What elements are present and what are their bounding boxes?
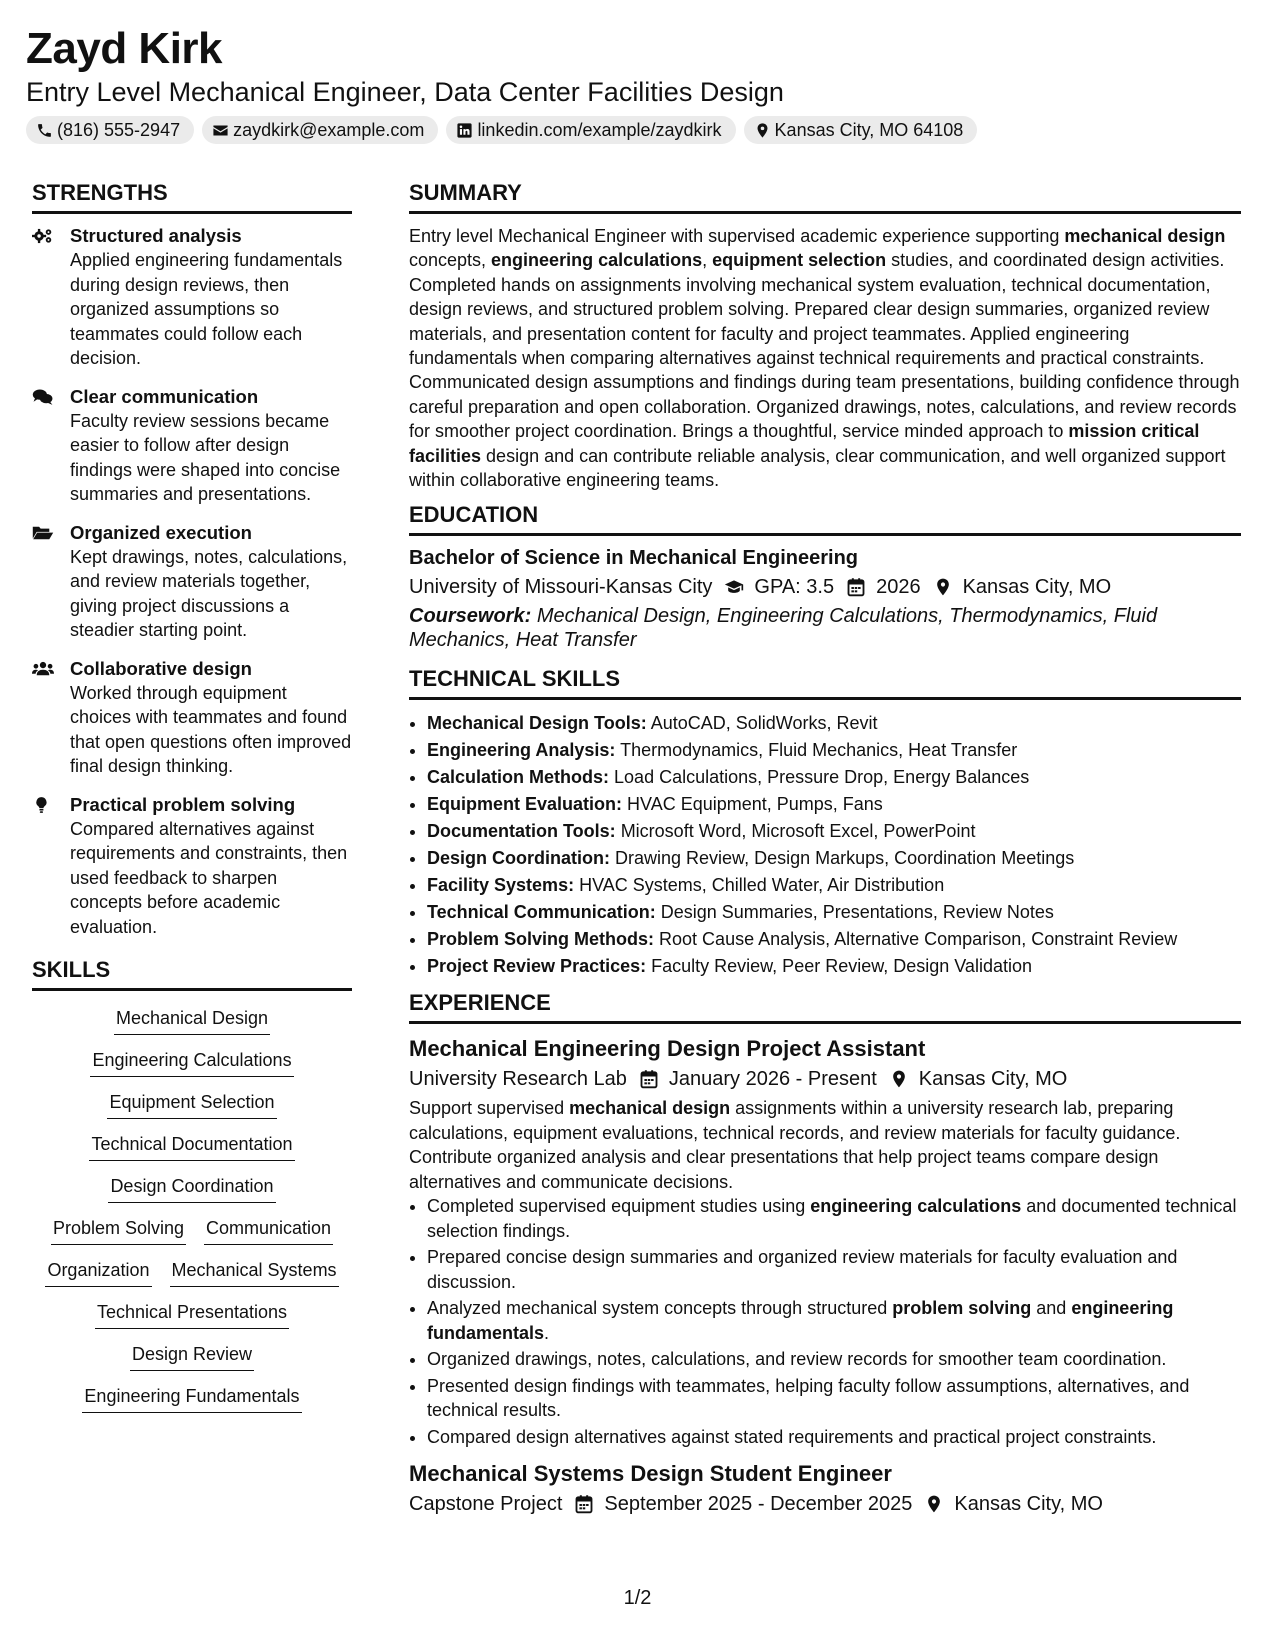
experience-list — [409, 1034, 1241, 1519]
experience-heading: EXPERIENCE — [409, 990, 1241, 1024]
job-meta — [409, 1064, 1241, 1094]
technical-skill-value: AutoCAD, SolidWorks, Revit — [650, 713, 878, 734]
phone-icon — [36, 122, 53, 139]
job-bullets — [409, 1194, 1241, 1449]
job-location: Kansas City, MO — [954, 1493, 1103, 1516]
text-segment: Compared design alternatives against stated requirements and practical project constraints. — [427, 1426, 1157, 1447]
gears-icon — [32, 224, 70, 371]
job-dates: September 2025 - December 2025 — [604, 1493, 913, 1516]
coursework-label: Coursework: — [409, 605, 532, 628]
job-entry — [409, 1034, 1241, 1449]
technical-skill-label: Equipment Evaluation: — [427, 794, 623, 815]
contact-email-text: zaydkirk@example.com — [233, 119, 425, 140]
contact-linkedin-text: linkedin.com/example/zaydkirk — [477, 119, 722, 140]
strength-item — [32, 385, 352, 507]
technical-skill-label: Problem Solving Methods: — [427, 929, 655, 950]
job-title: Mechanical Systems Design Student Engineer — [409, 1461, 892, 1487]
lightbulb-icon — [32, 793, 70, 940]
education-meta — [409, 572, 1241, 602]
skill-tag: Problem Solving — [51, 1217, 186, 1245]
text-segment: Organized drawings, notes, calculations, and review records for smoother team coordination. — [427, 1349, 1167, 1370]
emphasis-text: engineering calculations — [491, 250, 703, 271]
job-bullet — [427, 1245, 1241, 1294]
summary-text — [409, 224, 1241, 492]
emphasis-text: mechanical design — [1064, 226, 1226, 246]
skill-row — [32, 1259, 352, 1287]
job-organization: University Research Lab — [409, 1068, 627, 1091]
job-description — [409, 1096, 1241, 1194]
envelope-icon — [212, 122, 229, 139]
skill-tag: Organization — [45, 1259, 151, 1287]
job-organization: Capstone Project — [409, 1493, 563, 1516]
skill-row — [32, 1049, 352, 1077]
strengths-heading: STRENGTHS — [32, 180, 352, 214]
skill-row — [32, 1133, 352, 1161]
emphasis-text: mission critical facilities — [409, 421, 1200, 466]
calendar-icon — [627, 1069, 669, 1089]
skill-row — [32, 1091, 352, 1119]
job-bullet — [427, 1347, 1241, 1372]
job-bullet — [427, 1374, 1241, 1423]
skill-tag: Mechanical Systems — [170, 1259, 339, 1287]
emphasis-text: problem solving — [892, 1298, 1032, 1319]
folder-open-icon — [32, 521, 70, 643]
strength-item — [32, 224, 352, 371]
job-entry — [409, 1459, 1241, 1519]
strength-title: Clear communication — [70, 385, 259, 407]
technical-skill-value: Faculty Review, Peer Review, Design Validation — [651, 956, 1032, 977]
strength-title: Structured analysis — [70, 225, 242, 246]
job-bullet — [427, 1194, 1241, 1243]
skill-tag: Equipment Selection — [107, 1091, 276, 1119]
technical-skill-label: Engineering Analysis: — [427, 740, 616, 761]
text-segment: concepts, — [409, 250, 492, 271]
technical-skills-list — [409, 710, 1241, 980]
technical-skill-value: Root Cause Analysis, Alternative Comparison, Constraint Review — [659, 929, 1178, 950]
skill-tag: Design Coordination — [108, 1175, 275, 1203]
text-segment: and documented technical selection findings. — [427, 1196, 1237, 1241]
users-icon — [32, 657, 70, 779]
calendar-icon — [834, 577, 876, 597]
resume-header — [26, 22, 1256, 144]
strength-item — [32, 657, 352, 779]
summary-heading: SUMMARY — [409, 180, 1241, 214]
technical-skill-item — [427, 737, 1241, 764]
text-segment: Presented design findings with teammates, helping faculty follow assumptions, alternatives, and technical results. — [427, 1375, 1190, 1421]
skill-tag: Engineering Fundamentals — [82, 1385, 301, 1413]
emphasis-text: equipment selection — [712, 250, 887, 271]
text-segment: design and can contribute reliable analysis, clear communication, and well organized support within collaborative engineering teams. — [409, 445, 1226, 491]
technical-skill-item — [427, 791, 1241, 818]
skills-list — [32, 1001, 352, 1413]
skill-tag: Engineering Calculations — [90, 1049, 293, 1077]
emphasis-text: mechanical design — [569, 1098, 731, 1119]
contact-email[interactable] — [202, 116, 438, 144]
page-number: 1/2 — [623, 1587, 652, 1609]
technical-skill-item — [427, 710, 1241, 737]
strength-title: Collaborative design — [70, 657, 252, 679]
job-dates: January 2026 - Present — [668, 1068, 877, 1091]
emphasis-text: engineering calculations — [810, 1196, 1022, 1217]
skill-row — [32, 1385, 352, 1413]
skill-tag: Mechanical Design — [114, 1007, 270, 1035]
text-segment: assignments within a university research lab, preparing calculations, equipment evaluations, technical records, and review materials for faculty guidance. Contribute organized analysis and clear presentations that help project teams compare design alternatives and communicate decisions. — [409, 1098, 1181, 1192]
technical-skill-value: Load Calculations, Pressure Drop, Energy Balances — [614, 767, 1030, 788]
technical-skill-item — [427, 953, 1241, 980]
coursework-list: Mechanical Design, Engineering Calculations, Thermodynamics, Fluid Mechanics, Heat Transfer — [409, 605, 1158, 652]
technical-skill-label: Design Coordination: — [427, 848, 610, 869]
degree-title: Bachelor of Science in Mechanical Engineering — [409, 547, 859, 570]
strength-text: Compared alternatives against requirements and constraints, then used feedback to sharpen concepts before academic evaluation. — [70, 818, 348, 937]
text-segment: , — [702, 250, 713, 271]
map-pin-icon — [754, 122, 771, 139]
graduation-cap-icon — [712, 577, 754, 597]
map-pin-icon — [877, 1069, 919, 1089]
skill-row — [32, 1007, 352, 1035]
strength-title: Practical problem solving — [70, 793, 296, 815]
text-segment: and — [1031, 1298, 1072, 1319]
technical-skill-value: HVAC Systems, Chilled Water, Air Distribution — [579, 875, 945, 896]
technical-skill-label: Documentation Tools: — [427, 821, 616, 842]
technical-skill-item — [427, 926, 1241, 953]
text-segment: studies, and coordinated design activities. Completed hands on assignments involving mechanical system evaluation, technical documentation, design reviews, and structured problem solving. Prepared clear design summaries, organized review materials, and presentation content for faculty and project teammates. Applied engineering fundamentals when comparing alternatives against technical requirements and practical constraints. Communicated design assumptions and findings during team presentations, building confidence through careful preparation and open collaboration. Organized drawings, notes, calculations, and review records for smoother project coordination. Brings a thoughtful, service minded approach to — [409, 250, 1240, 442]
technical-skill-label: Technical Communication: — [427, 902, 656, 923]
skill-row — [32, 1301, 352, 1329]
text-segment: Completed supervised equipment studies using — [427, 1196, 811, 1217]
job-meta — [409, 1489, 1241, 1519]
skill-row — [32, 1175, 352, 1203]
comments-icon — [32, 385, 70, 507]
candidate-name: Zayd Kirk — [26, 24, 223, 73]
technical-skill-label: Mechanical Design Tools: — [427, 713, 647, 734]
technical-skill-label: Calculation Methods: — [427, 767, 610, 788]
skill-row — [32, 1343, 352, 1371]
skill-tag: Technical Presentations — [95, 1301, 289, 1329]
strength-item — [32, 521, 352, 643]
left-column — [32, 180, 352, 1413]
technical-skill-item — [427, 899, 1241, 926]
school-name: University of Missouri-Kansas City — [409, 576, 713, 599]
job-bullet — [427, 1296, 1241, 1345]
linkedin-icon — [456, 122, 473, 139]
technical-skill-value: Microsoft Word, Microsoft Excel, PowerPoint — [620, 821, 976, 842]
school-location: Kansas City, MO — [962, 576, 1112, 599]
contact-location — [744, 116, 978, 144]
job-title: Mechanical Engineering Design Project Assistant — [409, 1036, 926, 1062]
technical-skill-value: Design Summaries, Presentations, Review Notes — [660, 902, 1054, 923]
text-segment: . — [544, 1322, 550, 1343]
strength-text: Faculty review sessions became easier to follow after design findings were shaped into concise summaries and presentations. — [70, 410, 341, 504]
technical-skill-item — [427, 872, 1241, 899]
job-location: Kansas City, MO — [918, 1068, 1068, 1091]
map-pin-icon — [921, 577, 963, 597]
skill-tag: Communication — [204, 1217, 333, 1245]
technical-skill-value: HVAC Equipment, Pumps, Fans — [627, 794, 883, 815]
skill-tag: Design Review — [130, 1343, 254, 1371]
technical-skill-label: Facility Systems: — [427, 875, 575, 896]
right-column — [409, 180, 1241, 1519]
technical-skill-value: Thermodynamics, Fluid Mechanics, Heat Transfer — [620, 740, 1018, 761]
candidate-role: Entry Level Mechanical Engineer, Data Center Facilities Design — [26, 77, 784, 107]
skill-tag: Technical Documentation — [89, 1133, 294, 1161]
emphasis-text: engineering fundamentals — [427, 1298, 1174, 1343]
map-pin-icon — [912, 1494, 954, 1514]
graduation-year: 2026 — [876, 576, 921, 599]
strength-text: Applied engineering fundamentals during design reviews, then organized assumptions so teammates could follow each decision. — [70, 250, 343, 368]
strength-text: Kept drawings, notes, calculations, and review materials together, giving project discussions a steadier starting point. — [70, 546, 348, 640]
technical-skill-item — [427, 818, 1241, 845]
skills-heading: SKILLS — [32, 957, 352, 991]
text-segment: Analyzed mechanical system concepts through structured — [427, 1298, 893, 1319]
text-segment: Entry level Mechanical Engineer with supervised academic experience supporting — [409, 226, 1065, 246]
contact-phone-text: (816) 555-2947 — [57, 119, 181, 140]
strength-title: Organized execution — [70, 521, 252, 543]
calendar-icon — [562, 1494, 604, 1514]
technical-skill-item — [427, 845, 1241, 872]
technical-skills-heading: TECHNICAL SKILLS — [409, 666, 1241, 700]
contact-phone[interactable] — [26, 116, 194, 144]
technical-skill-item — [427, 764, 1241, 791]
text-segment: Prepared concise design summaries and organized review materials for faculty evaluation and discussion. — [427, 1247, 1178, 1292]
education-heading: EDUCATION — [409, 502, 1241, 536]
skill-row — [32, 1217, 352, 1245]
strength-item — [32, 793, 352, 940]
job-bullet — [427, 1425, 1241, 1450]
coursework — [409, 604, 1241, 652]
contact-bar — [26, 116, 1256, 144]
contact-linkedin[interactable] — [446, 116, 735, 144]
contact-location-text: Kansas City, MO 64108 — [774, 119, 964, 140]
text-segment: Support supervised — [409, 1098, 570, 1119]
strength-text: Worked through equipment choices with teammates and found that open questions often improved final design thinking. — [70, 682, 352, 776]
technical-skill-value: Drawing Review, Design Markups, Coordination Meetings — [615, 848, 1075, 869]
gpa: GPA: 3.5 — [754, 576, 835, 599]
technical-skill-label: Project Review Practices: — [427, 956, 647, 977]
